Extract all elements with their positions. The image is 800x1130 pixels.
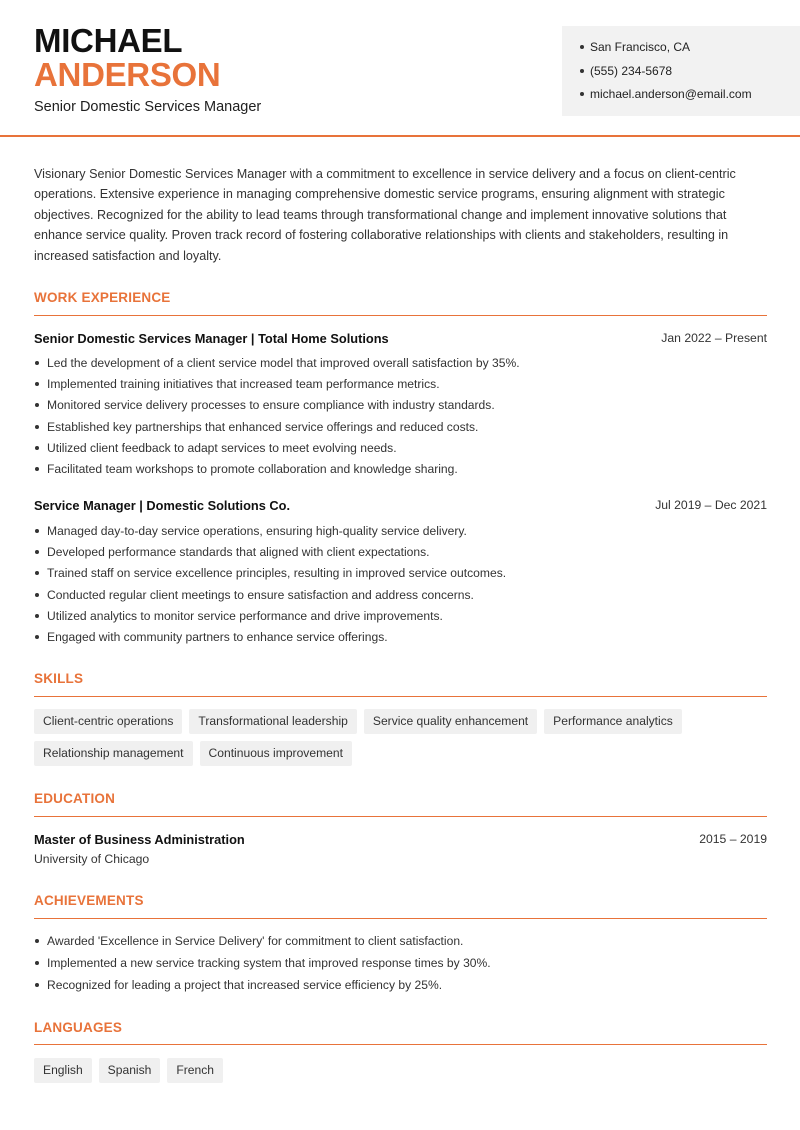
language-chip: Spanish bbox=[99, 1058, 161, 1083]
job-title-headline: Senior Domestic Services Manager bbox=[34, 99, 262, 115]
contact-box bbox=[562, 26, 800, 116]
list-item: Recognized for leading a project that increased service efficiency by 25%. bbox=[34, 977, 491, 999]
section-title-work: WORK EXPERIENCE bbox=[34, 290, 171, 305]
job-1-title: Senior Domestic Services Manager | Total Home Solutions bbox=[34, 331, 389, 346]
job-1-bullets bbox=[34, 355, 520, 482]
skill-chip: Service quality enhancement bbox=[364, 709, 537, 734]
section-divider bbox=[34, 918, 767, 919]
job-2-dates: Jul 2019 – Dec 2021 bbox=[655, 498, 767, 512]
skill-chip: Continuous improvement bbox=[200, 741, 352, 766]
job-2-bullets bbox=[34, 523, 506, 650]
section-title-education: EDUCATION bbox=[34, 791, 116, 806]
skill-chip: Transformational leadership bbox=[189, 709, 356, 734]
section-divider bbox=[34, 1044, 767, 1045]
list-item: Engaged with community partners to enhance service offerings. bbox=[34, 629, 506, 650]
list-item: Developed performance standards that aligned with client expectations. bbox=[34, 544, 506, 565]
list-item: Utilized client feedback to adapt services to meet evolving needs. bbox=[34, 440, 520, 461]
skill-chip: Relationship management bbox=[34, 741, 193, 766]
list-item: Managed day-to-day service operations, ensuring high-quality service delivery. bbox=[34, 523, 506, 544]
section-divider bbox=[34, 315, 767, 316]
contact-email: michael.anderson@email.com bbox=[580, 85, 800, 109]
education-dates: 2015 – 2019 bbox=[699, 832, 767, 846]
resume-header bbox=[0, 0, 800, 137]
list-item: Conducted regular client meetings to ensure satisfaction and address concerns. bbox=[34, 587, 506, 608]
contact-location: San Francisco, CA bbox=[580, 38, 800, 62]
section-divider bbox=[34, 816, 767, 817]
skills-list bbox=[34, 709, 774, 773]
languages-list bbox=[34, 1058, 774, 1090]
professional-summary: Visionary Senior Domestic Services Manager with a commitment to excellence in service delivery and a focus on client-centric operations. Extensive experience in managing comprehensive domestic service programs, ensuring alignment with strategic objectives. Recognized for the ability to lead teams through transformational change and implement innovative solutions that enhance service quality. Proven track record of fostering collaborative relationships with clients and stakeholders, resulting in increased satisfaction and loyalty. bbox=[34, 167, 736, 263]
list-item: Monitored service delivery processes to ensure compliance with industry standards. bbox=[34, 397, 520, 418]
achievements-list bbox=[34, 933, 491, 999]
list-item: Utilized analytics to monitor service performance and drive improvements. bbox=[34, 608, 506, 629]
language-chip: English bbox=[34, 1058, 92, 1083]
language-chip: French bbox=[167, 1058, 223, 1083]
last-name: ANDERSON bbox=[34, 56, 221, 93]
first-name: MICHAEL bbox=[34, 22, 183, 59]
list-item: Implemented training initiatives that increased team performance metrics. bbox=[34, 376, 520, 397]
list-item: Led the development of a client service model that improved overall satisfaction by 35%. bbox=[34, 355, 520, 376]
candidate-name bbox=[34, 24, 220, 92]
list-item: Trained staff on service excellence principles, resulting in improved service outcomes. bbox=[34, 565, 506, 586]
contact-phone: (555) 234-5678 bbox=[580, 62, 800, 86]
job-1-dates: Jan 2022 – Present bbox=[661, 331, 767, 345]
list-item: Implemented a new service tracking system that improved response times by 30%. bbox=[34, 955, 491, 977]
section-title-achievements: ACHIEVEMENTS bbox=[34, 893, 144, 908]
education-school: University of Chicago bbox=[34, 852, 150, 866]
list-item: Awarded 'Excellence in Service Delivery' for commitment to client satisfaction. bbox=[34, 933, 491, 955]
education-degree: Master of Business Administration bbox=[34, 832, 245, 847]
section-title-skills: SKILLS bbox=[34, 671, 84, 686]
skill-chip: Performance analytics bbox=[544, 709, 682, 734]
skill-chip: Client-centric operations bbox=[34, 709, 182, 734]
list-item: Established key partnerships that enhanced service offerings and reduced costs. bbox=[34, 419, 520, 440]
job-2-title: Service Manager | Domestic Solutions Co. bbox=[34, 498, 291, 513]
section-title-languages: LANGUAGES bbox=[34, 1020, 123, 1035]
section-divider bbox=[34, 696, 767, 697]
list-item: Facilitated team workshops to promote collaboration and knowledge sharing. bbox=[34, 461, 520, 482]
